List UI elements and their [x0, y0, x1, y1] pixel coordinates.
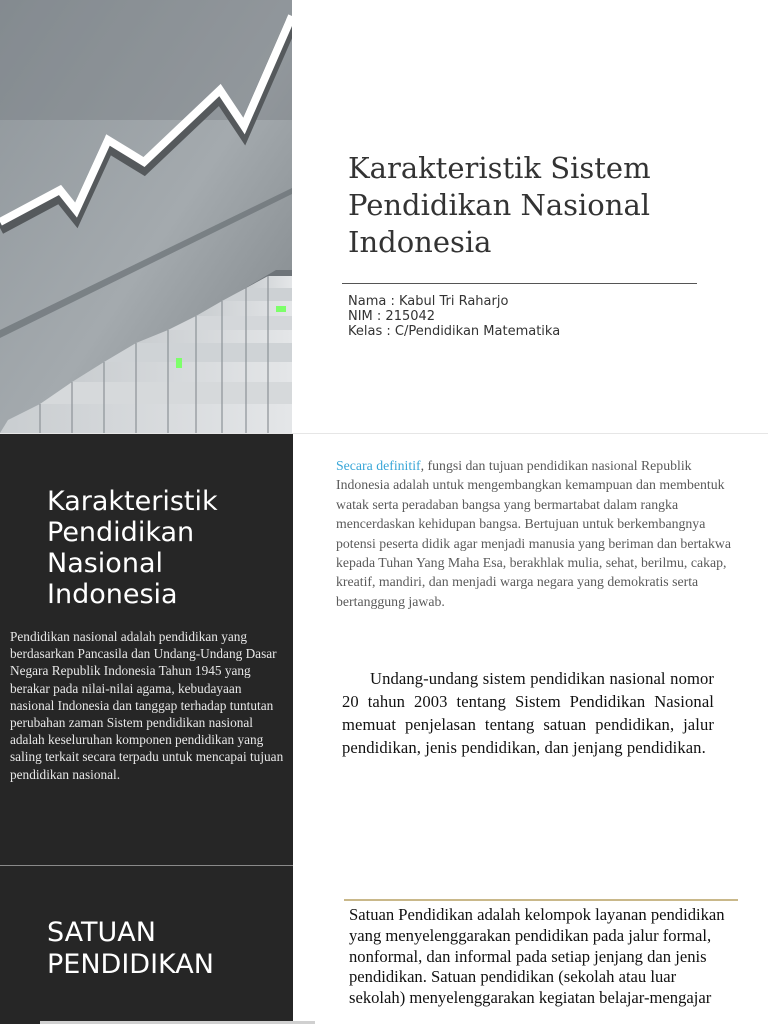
gold-divider [344, 899, 738, 901]
purpose-text: , fungsi dan tujuan pendidikan nasional Republik Indonesia adalah untuk mengembangkan kemampuan dan membentuk watak serta peradaban bangsa yang bermartabat dalam rangka mencerdaskan kehidupan bangsa. Bertujuan untuk berkembangnya potensi peserta didik agar menjadi manusia yang beriman dan bertakwa kepada Tuhan Yang Maha Esa, berakhlak mulia, sehat, berilmu, cakap, kreatif, mandiri, dan menjadi warga negara yang demokratis serta bertanggung jawab. [336, 458, 731, 609]
slide-title: SATUAN PENDIDIKAN [47, 917, 214, 980]
staircase-growth-image [0, 0, 292, 433]
dark-side-panel [0, 866, 293, 1024]
title-slide [0, 0, 768, 433]
law-paragraph: Undang-undang sistem pendidikan nasional nomor 20 tahun 2003 tentang Sistem Pendidikan Nasional memuat penjelasan tentang satuan pendidikan, jalur pendidikan, jenis pendidikan, dan jenjang pendidikan. [342, 669, 714, 757]
presentation-title: Karakteristik Sistem Pendidikan Nasional Indonesia [348, 151, 651, 259]
class-info: Kelas : C/Pendidikan Matematika [348, 324, 561, 339]
purpose-paragraph [336, 456, 741, 611]
slide-title: Karakteristik Pendidikan Nasional Indonesia [47, 486, 218, 610]
definition-paragraph: Pendidikan nasional adalah pendidikan yang berdasarkan Pancasila dan Undang-Undang Dasar Negara Republik Indonesia Tahun 1945 yang berakar pada nilai-nilai agama, kebudayaan nasional Indonesia dan tanggap terhadap tuntutan perubahan zaman Sistem pendidikan nasional adalah keseluruhan komponen pendidikan yang saling terkait secara terpadu untuk mencapai tujuan pendidikan nasional. [10, 629, 284, 782]
panel-top-divider [0, 865, 293, 866]
author-name: Nama : Kabul Tri Raharjo [348, 294, 509, 309]
student-id: NIM : 215042 [348, 309, 436, 324]
characteristics-slide [0, 433, 768, 866]
definition-link[interactable]: Secara definitif [336, 458, 421, 473]
satuan-pendidikan-slide [0, 865, 768, 1024]
title-divider [342, 283, 697, 284]
dark-side-panel [0, 434, 293, 866]
satuan-paragraph: Satuan Pendidikan adalah kelompok layanan pendidikan yang menyelenggarakan pendidikan pada jalur formal, nonformal, dan informal pada setiap jenjang dan jenis pendidikan. Satuan pendidikan (sekolah atau luar sekolah) menyelenggarakan kegiatan belajar-mengajar [349, 905, 725, 1008]
